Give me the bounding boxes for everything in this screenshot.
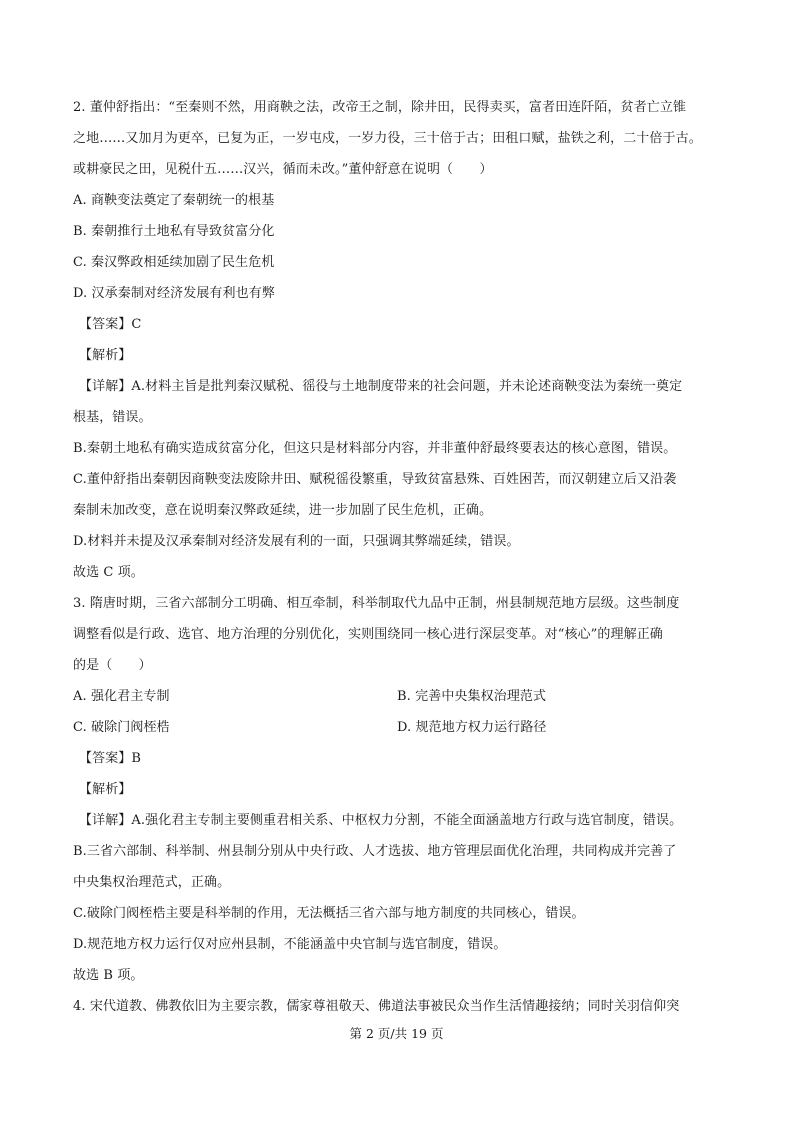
options-row bbox=[73, 681, 723, 712]
question-4 bbox=[73, 991, 723, 1022]
question-2 bbox=[73, 92, 723, 588]
question-stem-line: 的是（ ） bbox=[73, 658, 152, 673]
question-3 bbox=[73, 588, 723, 991]
detail-line: 故选 C 项。 bbox=[73, 565, 144, 580]
detail-line: 故选 B 项。 bbox=[73, 968, 144, 983]
question-stem-line: 调整看似是行政、选官、地方治理的分别优化，实则围绕同一核心进行深层变革。对“核心”的理解正确 bbox=[73, 627, 663, 642]
page-number-footer: 第 2 页/共 19 页 bbox=[349, 1026, 444, 1041]
option-c: C. 破除门阀桎梏 bbox=[73, 720, 170, 735]
detail-line: 秦制未加改变，意在说明秦汉弊政延续，进一步加剧了民生危机，正确。 bbox=[73, 503, 493, 518]
question-stem-line: 之地……又加月为更卒，已复为正，一岁屯戍，一岁力役，三十倍于古；田租口赋，盐铁之利，二十倍于古。 bbox=[73, 131, 702, 146]
option-b: B. 完善中央集权治理范式 bbox=[397, 689, 547, 704]
detail-line: D.材料并未提及汉承秦制对经济发展有利的一面，只强调其弊端延续，错误。 bbox=[73, 534, 520, 549]
analysis-label: 【解析】 bbox=[79, 782, 132, 797]
question-stem-line: 4. 宋代道教、佛教依旧为主要宗教，儒家尊祖敬天、佛道法事被民众当作生活情趣接纳；同时关羽信仰突 bbox=[73, 999, 680, 1014]
detail-line: B.秦朝土地私有确实造成贫富分化，但这只是材料部分内容，并非董仲舒最终要表达的核心意图，错误。 bbox=[73, 441, 677, 456]
detail-line: 根基，错误。 bbox=[73, 410, 152, 425]
question-stem-line: 2. 董仲舒指出：“至秦则不然，用商鞅之法，改帝王之制，除井田，民得卖买，富者田连阡陌，贫者亡立锥 bbox=[73, 100, 687, 115]
detail-line: 中央集权治理范式，正确。 bbox=[73, 875, 231, 890]
option-d: D. 规范地方权力运行路径 bbox=[397, 720, 547, 735]
detail-line: B.三省六部制、科举制、州县制分别从中央行政、人才选拔、地方管理层面优化治理，共同构成并完善了 bbox=[73, 844, 677, 859]
analysis-label: 【解析】 bbox=[79, 348, 132, 363]
question-stem-line: 3. 隋唐时期，三省六部制分工明确、相互牵制，科举制取代九品中正制，州县制规范地方层级。这些制度 bbox=[73, 596, 680, 611]
option-a: A. 商鞅变法奠定了秦朝统一的根基 bbox=[73, 193, 275, 208]
detail-line: 【详解】A.材料主旨是批判秦汉赋税、徭役与土地制度带来的社会问题，并未论述商鞅变法为秦统一奠定 bbox=[79, 379, 683, 394]
detail-line: D.规范地方权力运行仅对应州县制，不能涵盖中央官制与选官制度，错误。 bbox=[73, 937, 507, 952]
question-stem-line: 或耕豪民之田，见税什五……汉兴，循而未改。”董仲舒意在说明（ ） bbox=[73, 162, 493, 177]
detail-line: C.董仲舒指出秦朝因商鞅变法废除井田、赋税徭役繁重，导致贫富悬殊、百姓困苦，而汉朝建立后又沿袭 bbox=[73, 472, 677, 487]
option-a: A. 强化君主专制 bbox=[73, 689, 170, 704]
page-content bbox=[73, 92, 723, 1022]
options-row bbox=[73, 712, 723, 743]
option-c: C. 秦汉弊政相延续加剧了民生危机 bbox=[73, 255, 275, 270]
detail-line: C.破除门阀桎梏主要是科举制的作用，无法概括三省六部与地方制度的共同核心，错误。 bbox=[73, 906, 585, 921]
option-d: D. 汉承秦制对经济发展有利也有弊 bbox=[73, 286, 275, 301]
detail-line: 【详解】A.强化君主专制主要侧重君相关系、中枢权力分割，不能全面涵盖地方行政与选官制度，错误。 bbox=[79, 813, 683, 828]
option-b: B. 秦朝推行土地私有导致贫富分化 bbox=[73, 224, 275, 239]
answer-label: 【答案】B bbox=[79, 751, 142, 766]
answer-label: 【答案】C bbox=[79, 317, 142, 332]
